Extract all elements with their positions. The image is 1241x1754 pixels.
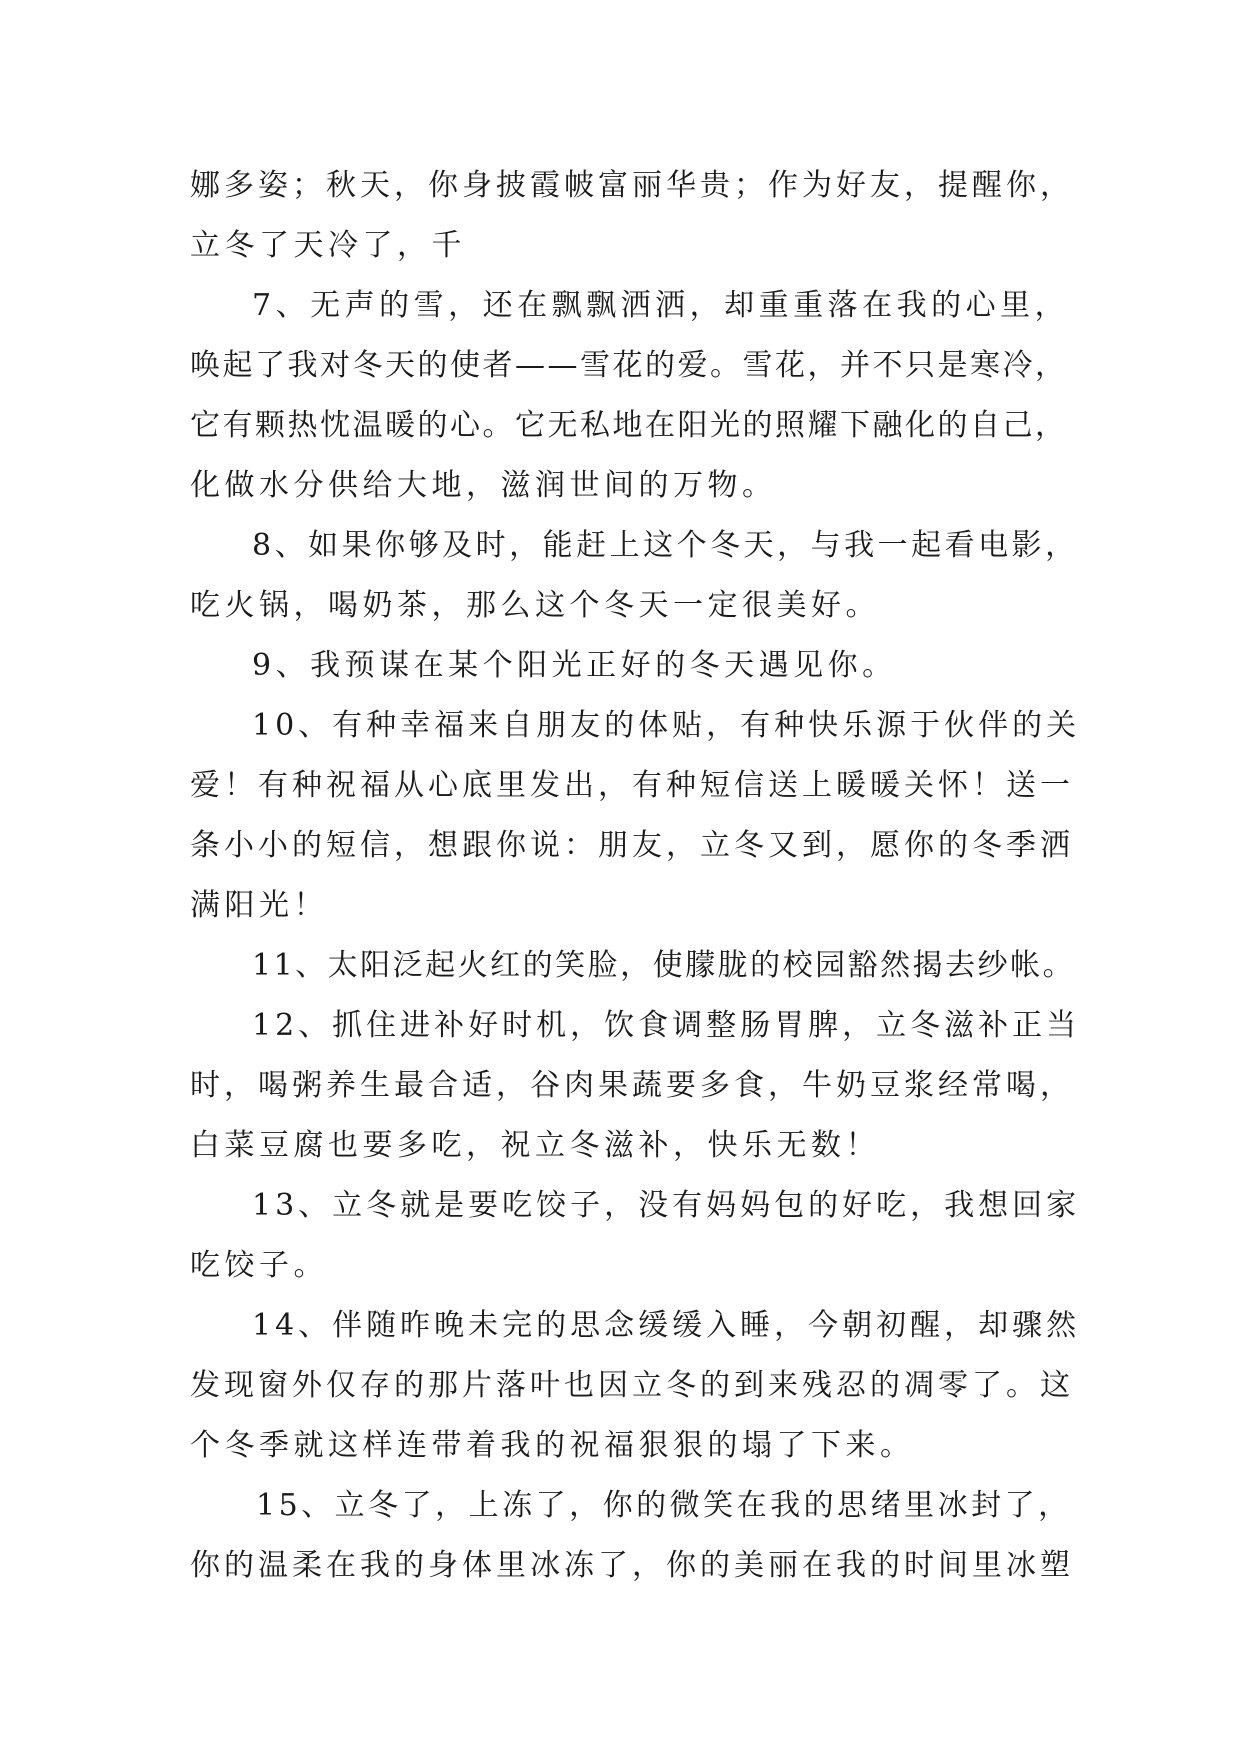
text-line: 唤起了我对冬天的使者——雪花的爱。雪花，并不只是寒冷，	[190, 348, 1068, 383]
text-line: 吃火锅，喝奶茶，那么这个冬天一定很美好。	[190, 588, 880, 623]
text-line: 发现窗外仅存的那片落叶也因立冬的到来残忍的凋零了。这	[190, 1368, 1074, 1403]
text-line: 它有颗热忱温暖的心。它无私地在阳光的照耀下融化的自己，	[190, 408, 1068, 443]
text-line: 娜多姿；秋天，你身披霞帔富丽华贵；作为好友，提醒你，	[190, 168, 1074, 203]
paragraph-8-start: 8、如果你够及时，能赶上这个冬天，与我一起看电影，	[252, 528, 1079, 563]
paragraph-12-start: 12、抓住进补好时机，饮食调整肠胃脾，立冬滋补正当	[252, 1008, 1081, 1043]
text-line: 你的温柔在我的身体里冰冻了，你的美丽在我的时间里冰塑	[190, 1548, 1074, 1583]
text-line: 个冬季就这样连带着我的祝福狠狠的塌了下来。	[190, 1428, 915, 1463]
text-line: 爱！有种祝福从心底里发出，有种短信送上暖暖关怀！送一	[190, 768, 1074, 803]
paragraph-11-start: 11、太阳泛起火红的笑脸，使朦胧的校园豁然揭去纱帐。	[252, 948, 1076, 983]
text-line: 满阳光！	[190, 888, 328, 923]
text-line: 白菜豆腐也要多吃，祝立冬滋补，快乐无数！	[190, 1128, 880, 1163]
paragraph-13-start: 13、立冬就是要吃饺子，没有妈妈包的好吃，我想回家	[252, 1188, 1081, 1223]
paragraph-14-start: 14、伴随昨晚未完的思念缓缓入睡，今朝初醒，却骤然	[252, 1308, 1081, 1343]
text-line: 条小小的短信，想跟你说：朋友，立冬又到，愿你的冬季洒	[190, 828, 1074, 863]
paragraph-10-start: 10、有种幸福来自朋友的体贴，有种快乐源于伙伴的关	[252, 708, 1081, 743]
paragraph-15-start: 15、立冬了，上冻了，你的微笑在我的思绪里冰封了，	[256, 1488, 1072, 1523]
paragraph-7-start: 7、无声的雪，还在飘飘洒洒，却重重落在我的心里，	[252, 288, 1070, 323]
text-line: 立冬了天冷了，千	[190, 228, 466, 263]
text-line: 化做水分供给大地，滋润世间的万物。	[190, 468, 777, 503]
text-line: 吃饺子。	[190, 1248, 328, 1283]
paragraph-9-start: 9、我预谋在某个阳光正好的冬天遇见你。	[252, 648, 897, 683]
text-line: 时，喝粥养生最合适，谷肉果蔬要多食，牛奶豆浆经常喝，	[190, 1068, 1074, 1103]
